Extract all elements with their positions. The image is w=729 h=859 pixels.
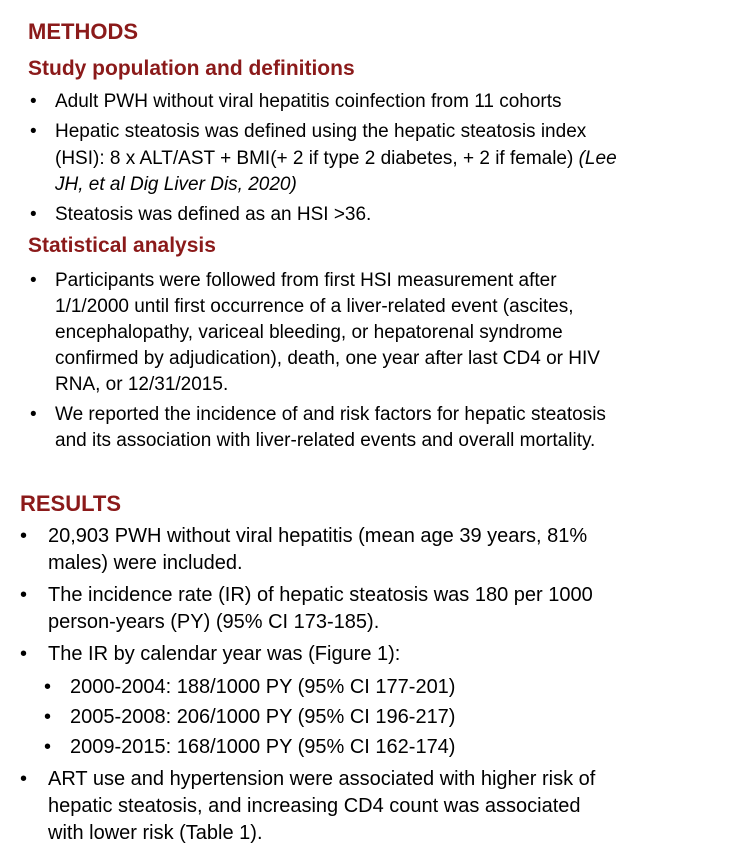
list-item-text: with lower risk (Table 1). bbox=[48, 822, 263, 844]
list-item-text: ART use and hypertension were associated with higher risk of bbox=[48, 768, 596, 790]
study-population-heading: Study population and definitions bbox=[28, 57, 355, 80]
list-item-text: The incidence rate (IR) of hepatic steatosis was 180 per 1000 bbox=[48, 584, 593, 606]
bullet-icon: • bbox=[20, 768, 28, 790]
bullet-icon: • bbox=[20, 643, 28, 665]
citation: (Lee bbox=[578, 148, 617, 169]
list-item-text: person-years (PY) (95% CI 173-185). bbox=[48, 611, 380, 633]
bullet-icon: • bbox=[30, 204, 37, 225]
statistical-analysis-heading: Statistical analysis bbox=[28, 234, 216, 257]
bullet-icon: • bbox=[30, 270, 37, 291]
sub-bullet-icon: • bbox=[44, 736, 52, 758]
list-item-text: hepatic steatosis, and increasing CD4 count was associated bbox=[48, 795, 581, 817]
bullet-icon: • bbox=[20, 525, 28, 547]
list-item-text: 2000-2004: 188/1000 PY (95% CI 177-201) bbox=[70, 676, 456, 698]
list-item-text: We reported the incidence of and risk factors for hepatic steatosis bbox=[55, 404, 606, 425]
list-item-text-row bbox=[55, 147, 617, 171]
bullet-icon: • bbox=[30, 121, 37, 142]
list-item-text: Adult PWH without viral hepatitis coinfection from 11 cohorts bbox=[55, 91, 562, 112]
citation: JH, et al Dig Liver Dis, 2020) bbox=[55, 174, 297, 195]
list-item-text: Hepatic steatosis was defined using the hepatic steatosis index bbox=[55, 121, 587, 142]
list-item-text: Steatosis was defined as an HSI >36. bbox=[55, 204, 372, 225]
sub-bullet-icon: • bbox=[44, 706, 52, 728]
list-item-text: Participants were followed from first HSI measurement after bbox=[55, 270, 557, 291]
list-item-text: 1/1/2000 until first occurrence of a liver-related event (ascites, bbox=[55, 296, 574, 317]
list-item-text: The IR by calendar year was (Figure 1): bbox=[48, 643, 401, 665]
bullet-icon: • bbox=[30, 91, 37, 112]
list-item-text: and its association with liver-related events and overall mortality. bbox=[55, 430, 596, 451]
sub-bullet-icon: • bbox=[44, 676, 52, 698]
bullet-icon: • bbox=[20, 584, 28, 606]
list-item-text: encephalopathy, variceal bleeding, or hepatorenal syndrome bbox=[55, 322, 563, 343]
list-item-text: (HSI): 8 x ALT/AST + BMI(+ 2 if type 2 diabetes, + 2 if female) bbox=[55, 148, 579, 169]
list-item-text: males) were included. bbox=[48, 552, 243, 574]
list-item-text: confirmed by adjudication), death, one year after last CD4 or HIV bbox=[55, 348, 600, 369]
list-item-text: 2009-2015: 168/1000 PY (95% CI 162-174) bbox=[70, 736, 456, 758]
list-item-text: 2005-2008: 206/1000 PY (95% CI 196-217) bbox=[70, 706, 456, 728]
list-item-text: RNA, or 12/31/2015. bbox=[55, 374, 229, 395]
results-heading: RESULTS bbox=[20, 491, 122, 516]
methods-heading: METHODS bbox=[28, 19, 138, 44]
bullet-icon: • bbox=[30, 404, 37, 425]
list-item-text: 20,903 PWH without viral hepatitis (mean age 39 years, 81% bbox=[48, 525, 588, 547]
